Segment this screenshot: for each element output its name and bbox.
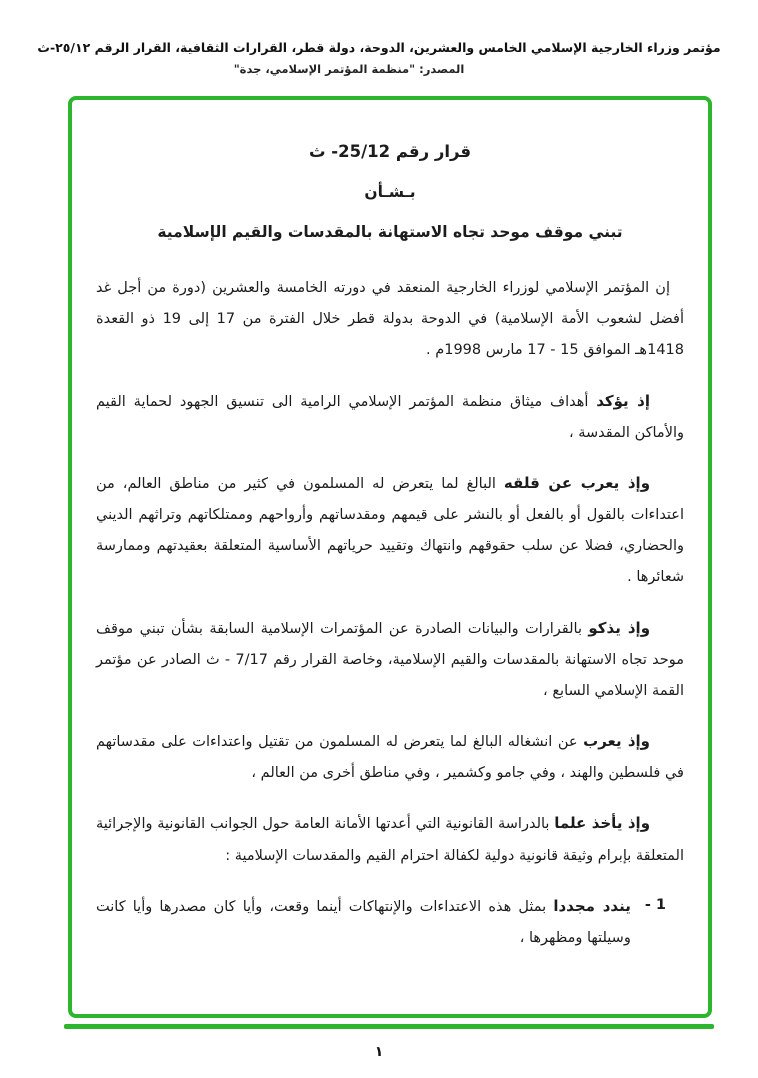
- paragraph-lead: وإذ يأخذ علما: [554, 814, 651, 833]
- resolution-number-title: قرار رقم 25/12- ث: [308, 142, 472, 161]
- paragraph-express: [96, 725, 684, 789]
- item-number: 1 -: [644, 896, 666, 913]
- paragraph-text: عن انشغاله البالغ لما يتعرض له المسلمون من تقتيل واعتداءات على مقدساتهم في فلسطين والهند ، وفي جامو وكشمير ، وفي مناطق أخرى من العالم ،: [96, 734, 684, 782]
- subject-label: بـشـأن: [364, 183, 416, 201]
- document-body: [96, 271, 684, 954]
- paragraph-lead: إذ يؤكد: [596, 391, 650, 410]
- green-border-frame: [68, 96, 712, 1018]
- paragraph-text: بالقرارات والبيانات الصادرة عن المؤتمرات الإسلامية السابقة بشأن تبني موقف موحد تجاه الاستهانة بالمقدسات والقيم الإسلامية، وخاصة القرار رقم 7/17 - ث الصادر عن مؤتمر القمة الإسلامي السابع ،: [96, 620, 684, 699]
- paragraph-affirm: [96, 385, 684, 449]
- paragraph-text: البالغ لما يتعرض له المسلمون في كثير من مناطق العالم، من اعتداءات بالقول أو بالفعل أو بالنشر على قيمهم ومقدساتهم وأرواحهم وممتلكاتهم وتراثهم الديني والحضاري، فضلا عن سلب حقوقهم وانتهاك وتقييد حرياتهم الأساسية المتعلقة بعقيدتهم وممارسة شعائرها .: [96, 475, 684, 586]
- item-text: بمثل هذه الاعتداءات والإنتهاكات أينما وقعت، وأيا كان مصدرها وأيا كانت وسيلتها ومظهرها ،: [96, 898, 631, 946]
- header-citation: مؤتمر وزراء الخارجية الإسلامي الخامس والعشرين، الدوحة، دولة قطر، القرارات الثقافية، القرار الرقم ٢٥/١٢-ث: [37, 40, 721, 55]
- numbered-item-1: [96, 890, 666, 954]
- bottom-green-rule: [64, 1024, 714, 1029]
- item-text-block: [96, 890, 631, 954]
- paragraph-preamble: [96, 271, 684, 367]
- page-header: [0, 0, 758, 76]
- paragraph-lead: وإذ يعرب عن قلقه: [503, 473, 651, 492]
- paragraph-concern: [96, 467, 684, 594]
- item-lead: يندد مجددا: [553, 896, 631, 915]
- paragraph-recall: [96, 612, 684, 708]
- paragraph-lead: وإذ يعرب: [583, 732, 650, 751]
- header-source: المصدر: "منظمة المؤتمر الإسلامي، جدة": [233, 62, 465, 76]
- resolution-subject-title: تبني موقف موحد تجاه الاستهانة بالمقدسات والقيم الإسلامية: [157, 223, 623, 241]
- paragraph-text: إن المؤتمر الإسلامي لوزراء الخارجية المنعقد في دورته الخامسة والعشرين (دورة من أجل غد أفضل لشعوب الأمة الإسلامية) في الدوحة بدولة قطر خلال الفترة من 17 إلى 19 ذو القعدة 1418هـ الموافق 15 - 17 مارس 1998م .: [96, 280, 684, 359]
- page-number: ١: [374, 1044, 384, 1060]
- paragraph-take-note: [96, 807, 684, 871]
- paragraph-lead: وإذ يذكو: [588, 618, 651, 637]
- paragraph-text: بالدراسة القانونية التي أعدتها الأمانة العامة حول الجوانب القانونية والإجرائية المتعلقة بإبرام وثيقة قانونية دولية لكفالة احترام القيم والمقدسات الإسلامية :: [96, 816, 684, 864]
- document-title-block: [96, 142, 684, 241]
- paragraph-text: أهداف ميثاق منظمة المؤتمر الإسلامي الرامية الى تنسيق الجهود لحماية القيم والأماكن المقدسة ،: [96, 393, 684, 441]
